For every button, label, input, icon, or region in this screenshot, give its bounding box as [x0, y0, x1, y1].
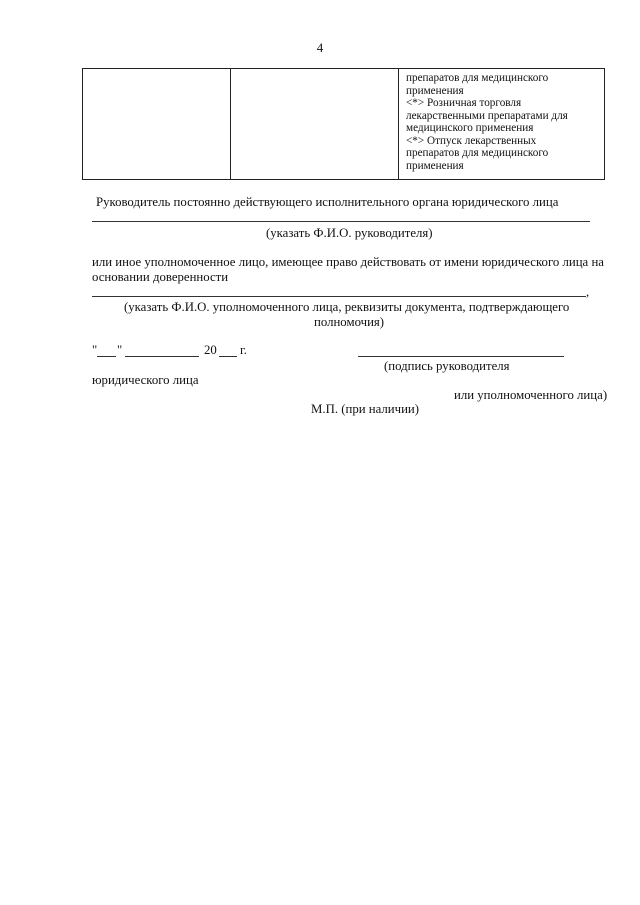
date-year-suffix: г. — [240, 343, 248, 357]
table-cell-activities — [406, 72, 602, 172]
table-cell-line: применения — [406, 159, 464, 172]
table-cell-line: <*> Отпуск лекарственных — [406, 134, 537, 147]
table-cell-line: применения — [406, 84, 464, 97]
table-column-divider — [398, 69, 399, 179]
head-name-caption: (указать Ф.И.О. руководителя) — [266, 226, 433, 240]
head-label: Руководитель постоянно действующего исполнительного органа юридического лица — [96, 195, 559, 209]
table-cell-line: препаратов для медицинского — [406, 72, 549, 84]
head-name-line[interactable] — [92, 221, 590, 222]
date-day-field[interactable] — [97, 356, 116, 357]
date-quote-close: " — [117, 343, 123, 357]
authorized-caption-line2: полномочия) — [314, 315, 385, 329]
signature-caption-line2: юридического лица — [92, 373, 199, 387]
table-cell-line: препаратов для медицинского — [406, 147, 549, 159]
signature-caption-line3: или уполномоченного лица) — [454, 388, 608, 402]
table-cell-line: <*> Розничная торговля — [406, 97, 522, 109]
date-year-field[interactable] — [219, 356, 237, 357]
signature-caption-line1: (подпись руководителя — [384, 359, 510, 373]
authorized-text-line1: или иное уполномоченное лицо, имеющее право действовать от имени юридического лица на — [92, 255, 604, 269]
signature-line[interactable] — [358, 356, 564, 357]
authorized-name-line[interactable] — [92, 296, 586, 297]
stamp-label: М.П. (при наличии) — [311, 402, 420, 416]
page-number: 4 — [316, 40, 324, 55]
authorized-caption-line1: (указать Ф.И.О. уполномоченного лица, реквизиты документа, подтверждающего — [124, 300, 570, 314]
table-cell-line: лекарственными препаратами для — [406, 109, 568, 122]
table-column-divider — [230, 69, 231, 179]
authorized-text-line2: основании доверенности — [92, 270, 229, 284]
table-cell-line: медицинского применения — [406, 122, 534, 134]
date-quote-open: " — [92, 343, 98, 357]
comma: , — [586, 285, 590, 299]
date-year-prefix: 20 — [204, 343, 217, 357]
date-month-field[interactable] — [125, 356, 199, 357]
license-activity-table — [82, 68, 605, 180]
